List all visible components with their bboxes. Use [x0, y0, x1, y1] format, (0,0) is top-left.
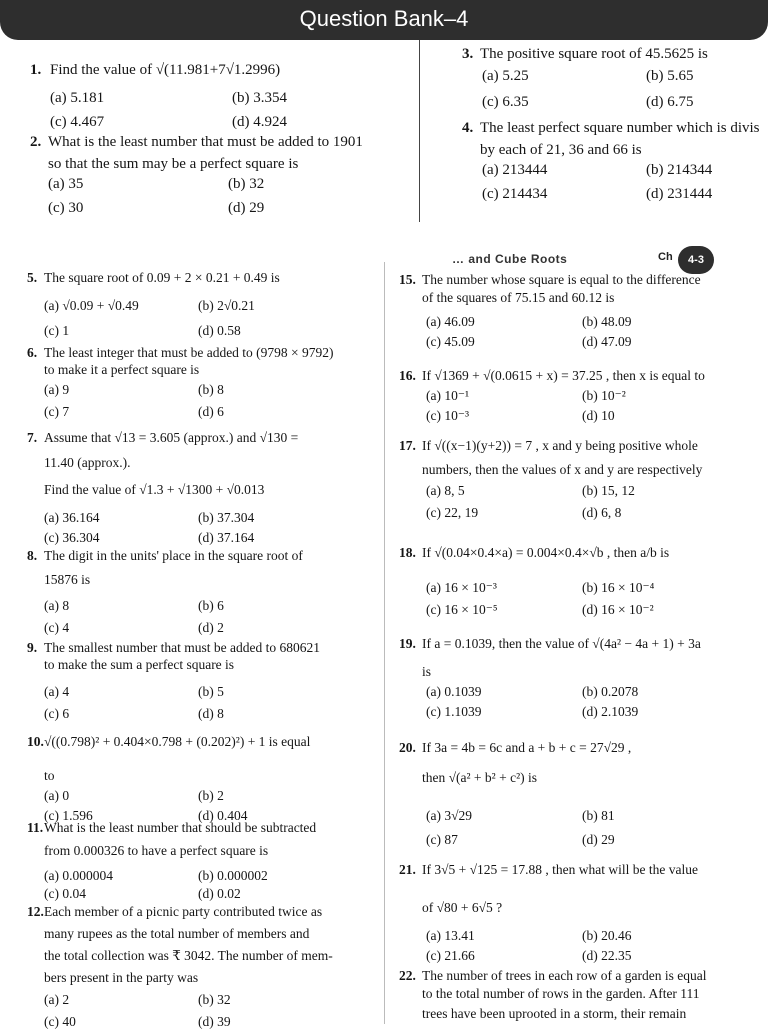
answer-option: (b) 32: [228, 176, 265, 192]
answer-option: (b) 214344: [646, 162, 713, 178]
question-text: many rupees as the total number of members and: [44, 926, 310, 941]
question-text: Find the value of √(11.981+7√1.2996): [50, 62, 281, 78]
question-number: 12.: [27, 904, 44, 919]
question-text: of the squares of 75.15 and 60.12 is: [422, 290, 615, 305]
question-text: so that the sum may be a perfect square is: [48, 156, 299, 172]
answer-option: (d) 6, 8: [582, 505, 622, 520]
question-number: 9.: [27, 640, 38, 655]
answer-option: (c) 22, 19: [426, 505, 479, 520]
answer-option: (c) 0.04: [44, 886, 86, 901]
answer-option: (c) 6: [44, 706, 70, 721]
answer-option: (a) 13.41: [426, 928, 475, 943]
answer-option: (d) 2.1039: [582, 704, 639, 719]
question-text: The square root of 0.09 + 2 × 0.21 + 0.49 is: [44, 270, 280, 285]
answer-option: (a) 2: [44, 992, 70, 1007]
question-text: Each member of a picnic party contributed twice as: [44, 904, 323, 919]
column-divider-bottom: [384, 262, 385, 1024]
question-number: 22.: [399, 968, 416, 983]
page-title: Question Bank–4: [299, 6, 469, 31]
column-divider-top: [419, 40, 420, 222]
question-text: trees have been uprooted in a storm, their remain: [422, 1006, 687, 1021]
question-text: If 3√5 + √125 = 17.88 , then what will be the value: [422, 862, 698, 877]
answer-option: (b) 20.46: [582, 928, 632, 943]
answer-option: (a) 36.164: [44, 510, 100, 525]
answer-option: (b) 15, 12: [582, 483, 635, 498]
answer-option: (a) √0.09 + √0.49: [44, 298, 139, 313]
answer-option: (a) 46.09: [426, 314, 475, 329]
header-bar: [0, 0, 768, 40]
chapter-fragment: … and Cube Roots: [452, 252, 568, 266]
question-number: 17.: [399, 438, 416, 453]
answer-option: (d) 29: [582, 832, 615, 847]
answer-option: (c) 87: [426, 832, 458, 847]
question-text: What is the least number that must be added to 1901: [48, 134, 363, 150]
answer-option: (b) 16 × 10⁻⁴: [582, 580, 655, 595]
answer-option: (b) 2: [198, 788, 224, 803]
answer-option: (a) 4: [44, 684, 70, 699]
answer-option: (a) 35: [48, 176, 84, 192]
question-text: is: [422, 664, 432, 679]
answer-option: (c) 45.09: [426, 334, 475, 349]
answer-option: (d) 6.75: [646, 94, 694, 110]
question-text: numbers, then the values of x and y are respectively: [422, 462, 703, 477]
question-number: 10.: [27, 734, 44, 749]
question-number: 3.: [462, 46, 474, 62]
answer-option: (a) 0: [44, 788, 70, 803]
answer-option: (b) 10⁻²: [582, 388, 626, 403]
question-text: If √((x−1)(y+2)) = 7 , x and y being positive whole: [422, 438, 698, 453]
question-text: to make it a perfect square is: [44, 362, 200, 377]
question-text: √((0.798)² + 0.404×0.798 + (0.202)²) + 1 is equal: [44, 734, 311, 749]
answer-option: (d) 8: [198, 706, 224, 721]
question-number: 19.: [399, 636, 416, 651]
answer-option: (d) 10: [582, 408, 615, 423]
answer-option: (a) 5.181: [50, 90, 105, 106]
question-number: 20.: [399, 740, 416, 755]
answer-option: (c) 40: [44, 1014, 76, 1029]
answer-option: (c) 1: [44, 323, 70, 338]
question-text: The least integer that must be added to (9798 × 9792): [44, 345, 334, 360]
question-number: 2.: [30, 134, 42, 150]
answer-option: (d) 4.924: [232, 114, 287, 130]
answer-option: (c) 214434: [482, 186, 548, 202]
answer-option: (d) 6: [198, 404, 224, 419]
answer-option: (b) 2√0.21: [198, 298, 255, 313]
answer-option: (d) 47.09: [582, 334, 632, 349]
answer-option: (b) 32: [198, 992, 231, 1007]
question-text: The number whose square is equal to the difference: [422, 272, 701, 287]
answer-option: (d) 37.164: [198, 530, 255, 545]
answer-option: (a) 213444: [482, 162, 548, 178]
question-text: Find the value of √1.3 + √1300 + √0.013: [44, 482, 265, 497]
question-text: then √(a² + b² + c²) is: [422, 770, 538, 785]
answer-option: (a) 8: [44, 598, 70, 613]
question-number: 5.: [27, 270, 38, 285]
answer-option: (d) 22.35: [582, 948, 632, 963]
question-number: 16.: [399, 368, 416, 383]
answer-option: (d) 16 × 10⁻²: [582, 602, 654, 617]
answer-option: (d) 0.02: [198, 886, 241, 901]
question-number: 4.: [462, 120, 474, 136]
answer-option: (b) 0.000002: [198, 868, 268, 883]
question-text: 15876 is: [44, 572, 91, 587]
question-text: to the total number of rows in the garden. After 111: [422, 986, 700, 1001]
answer-option: (c) 36.304: [44, 530, 100, 545]
question-text: If √(0.04×0.4×a) = 0.004×0.4×√b , then a/b is: [422, 545, 670, 560]
question-text: The least perfect square number which is divis: [480, 120, 760, 136]
question-number: 8.: [27, 548, 38, 563]
answer-option: (b) 8: [198, 382, 224, 397]
answer-option: (b) 5: [198, 684, 224, 699]
answer-option: (d) 0.404: [198, 808, 248, 823]
question-number: 15.: [399, 272, 416, 287]
question-text: from 0.000326 to have a perfect square is: [44, 843, 269, 858]
answer-option: (d) 29: [228, 200, 265, 216]
question-text: to: [44, 768, 55, 783]
answer-option: (b) 0.2078: [582, 684, 639, 699]
question-text: The positive square root of 45.5625 is: [480, 46, 708, 62]
answer-option: (c) 21.66: [426, 948, 475, 963]
answer-option: (d) 231444: [646, 186, 713, 202]
answer-option: (a) 9: [44, 382, 70, 397]
question-text: If √1369 + √(0.0615 + x) = 37.25 , then x is equal to: [422, 368, 705, 383]
answer-option: (d) 2: [198, 620, 224, 635]
answer-option: (c) 1.1039: [426, 704, 482, 719]
answer-option: (c) 10⁻³: [426, 408, 470, 423]
answer-option: (a) 16 × 10⁻³: [426, 580, 497, 595]
answer-option: (c) 4: [44, 620, 70, 635]
question-text: If 3a = 4b = 6c and a + b + c = 27√29 ,: [422, 740, 632, 755]
answer-option: (b) 37.304: [198, 510, 255, 525]
answer-option: (b) 3.354: [232, 90, 287, 106]
question-text: The number of trees in each row of a garden is equal: [422, 968, 707, 983]
answer-option: (b) 5.65: [646, 68, 694, 84]
question-text: bers present in the party was: [44, 970, 199, 985]
question-text: Assume that √13 = 3.605 (approx.) and √130 =: [44, 430, 299, 445]
question-number: 21.: [399, 862, 416, 877]
question-text: to make the sum a perfect square is: [44, 657, 235, 672]
answer-option: (a) 3√29: [426, 808, 473, 823]
answer-option: (c) 6.35: [482, 94, 529, 110]
chapter-badge: 4-3: [678, 246, 714, 274]
question-number: 11.: [27, 820, 44, 835]
chapter-label: Ch: [658, 251, 673, 263]
answer-option: (b) 6: [198, 598, 224, 613]
answer-option: (c) 1.596: [44, 808, 93, 823]
question-number: 1.: [30, 62, 42, 78]
question-text: The smallest number that must be added to 680621: [44, 640, 320, 655]
question-text: the total collection was ₹ 3042. The number of mem-: [44, 948, 333, 963]
question-text: If a = 0.1039, then the value of √(4a² − 4a + 1) + 3a: [422, 636, 701, 651]
answer-option: (c) 4.467: [50, 114, 105, 130]
answer-option: (b) 81: [582, 808, 615, 823]
question-number: 18.: [399, 545, 416, 560]
chapter-strip: [450, 252, 768, 268]
answer-option: (a) 10⁻¹: [426, 388, 470, 403]
answer-option: (c) 16 × 10⁻⁵: [426, 602, 498, 617]
question-text: The digit in the units' place in the square root of: [44, 548, 303, 563]
question-number: 6.: [27, 345, 38, 360]
question-number: 7.: [27, 430, 38, 445]
answer-option: (a) 0.1039: [426, 684, 482, 699]
answer-option: (a) 8, 5: [426, 483, 465, 498]
question-text: What is the least number that should be subtracted: [44, 820, 317, 835]
question-text: of √80 + 6√5 ?: [422, 900, 503, 915]
answer-option: (d) 39: [198, 1014, 231, 1029]
question-text: 11.40 (approx.).: [44, 455, 131, 470]
answer-option: (d) 0.58: [198, 323, 241, 338]
answer-option: (c) 30: [48, 200, 84, 216]
answer-option: (b) 48.09: [582, 314, 632, 329]
answer-option: (a) 5.25: [482, 68, 529, 84]
answer-option: (c) 7: [44, 404, 70, 419]
answer-option: (a) 0.000004: [44, 868, 113, 883]
question-text: by each of 21, 36 and 66 is: [480, 142, 642, 158]
